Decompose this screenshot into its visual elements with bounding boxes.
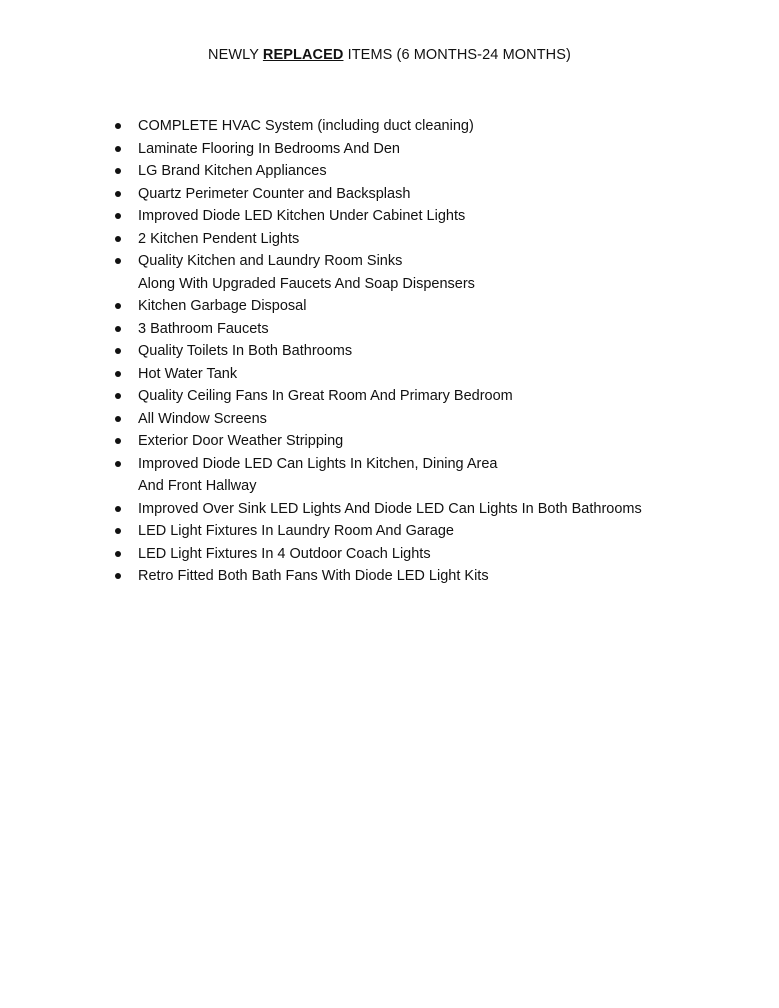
bullet-icon (115, 303, 121, 309)
bullet-icon (115, 573, 121, 579)
list-item-text: Quality Kitchen and Laundry Room Sinks (138, 253, 403, 269)
list-item-text: Exterior Door Weather Stripping (138, 433, 344, 449)
list-item (0, 295, 779, 318)
bullet-icon (115, 326, 121, 332)
bullet-icon (115, 258, 121, 264)
list-item-text: COMPLETE HVAC System (including duct cleaning) (138, 118, 474, 134)
bullet-icon (115, 168, 121, 174)
list-item (0, 385, 779, 408)
bullet-icon (115, 371, 121, 377)
title-emphasis: REPLACED (262, 47, 344, 63)
list-item-text: Improved Diode LED Kitchen Under Cabinet Lights (138, 208, 466, 224)
list-item-text: 3 Bathroom Faucets (138, 320, 269, 337)
title-suffix: ITEMS (6 MONTHS-24 MONTHS) (343, 47, 571, 63)
list-item (0, 543, 779, 566)
list-item-text: Retro Fitted Both Bath Fans With Diode LED Light Kits (138, 568, 489, 584)
list-item (0, 430, 779, 453)
list-item-text: LED Light Fixtures In Laundry Room And Garage (138, 523, 454, 539)
list-item-text: Quality Ceiling Fans In Great Room And Primary Bedroom (138, 388, 513, 404)
list-item (0, 138, 779, 161)
list-item-text: Laminate Flooring In Bedrooms And Den (138, 140, 400, 157)
list-item-text: Improved Diode LED Can Lights In Kitchen, Dining Area (138, 455, 498, 472)
bullet-icon (115, 506, 121, 512)
bullet-icon (115, 528, 121, 534)
list-item (0, 183, 779, 206)
list-item-text: All Window Screens (138, 410, 267, 427)
list-item (0, 520, 779, 543)
list-item (0, 318, 779, 341)
list-item-text: And Front Hallway (138, 478, 257, 494)
list-item (0, 363, 779, 386)
list-item-text: Quality Toilets In Both Bathrooms (138, 343, 353, 359)
list-item-text: LG Brand Kitchen Appliances (138, 163, 327, 179)
title-prefix: NEWLY (208, 47, 263, 63)
list-item (0, 250, 779, 295)
bullet-icon (115, 123, 121, 129)
list-item (0, 228, 779, 251)
list-item (0, 498, 779, 521)
bullet-icon (115, 393, 121, 399)
bullet-icon (115, 438, 121, 444)
list-item (0, 453, 779, 498)
list-item (0, 565, 779, 588)
list-item (0, 408, 779, 431)
replaced-items-list (0, 115, 779, 588)
bullet-icon (115, 461, 121, 467)
bullet-icon (115, 551, 121, 557)
list-item (0, 160, 779, 183)
bullet-icon (115, 348, 121, 354)
list-item (0, 115, 779, 138)
bullet-icon (115, 236, 121, 242)
bullet-icon (115, 416, 121, 422)
list-item-text: Kitchen Garbage Disposal (138, 298, 307, 314)
list-item-text: Along With Upgraded Faucets And Soap Dispensers (138, 275, 475, 292)
list-item-text: 2 Kitchen Pendent Lights (138, 230, 300, 247)
page-title (0, 46, 779, 64)
list-item (0, 340, 779, 363)
list-item-text: Improved Over Sink LED Lights And Diode LED Can Lights In Both Bathrooms (138, 500, 642, 517)
list-item-text: LED Light Fixtures In 4 Outdoor Coach Lights (138, 545, 431, 562)
list-item (0, 205, 779, 228)
bullet-icon (115, 213, 121, 219)
bullet-icon (115, 146, 121, 152)
bullet-icon (115, 191, 121, 197)
list-item-text: Hot Water Tank (138, 365, 238, 382)
list-item-text: Quartz Perimeter Counter and Backsplash (138, 185, 411, 202)
